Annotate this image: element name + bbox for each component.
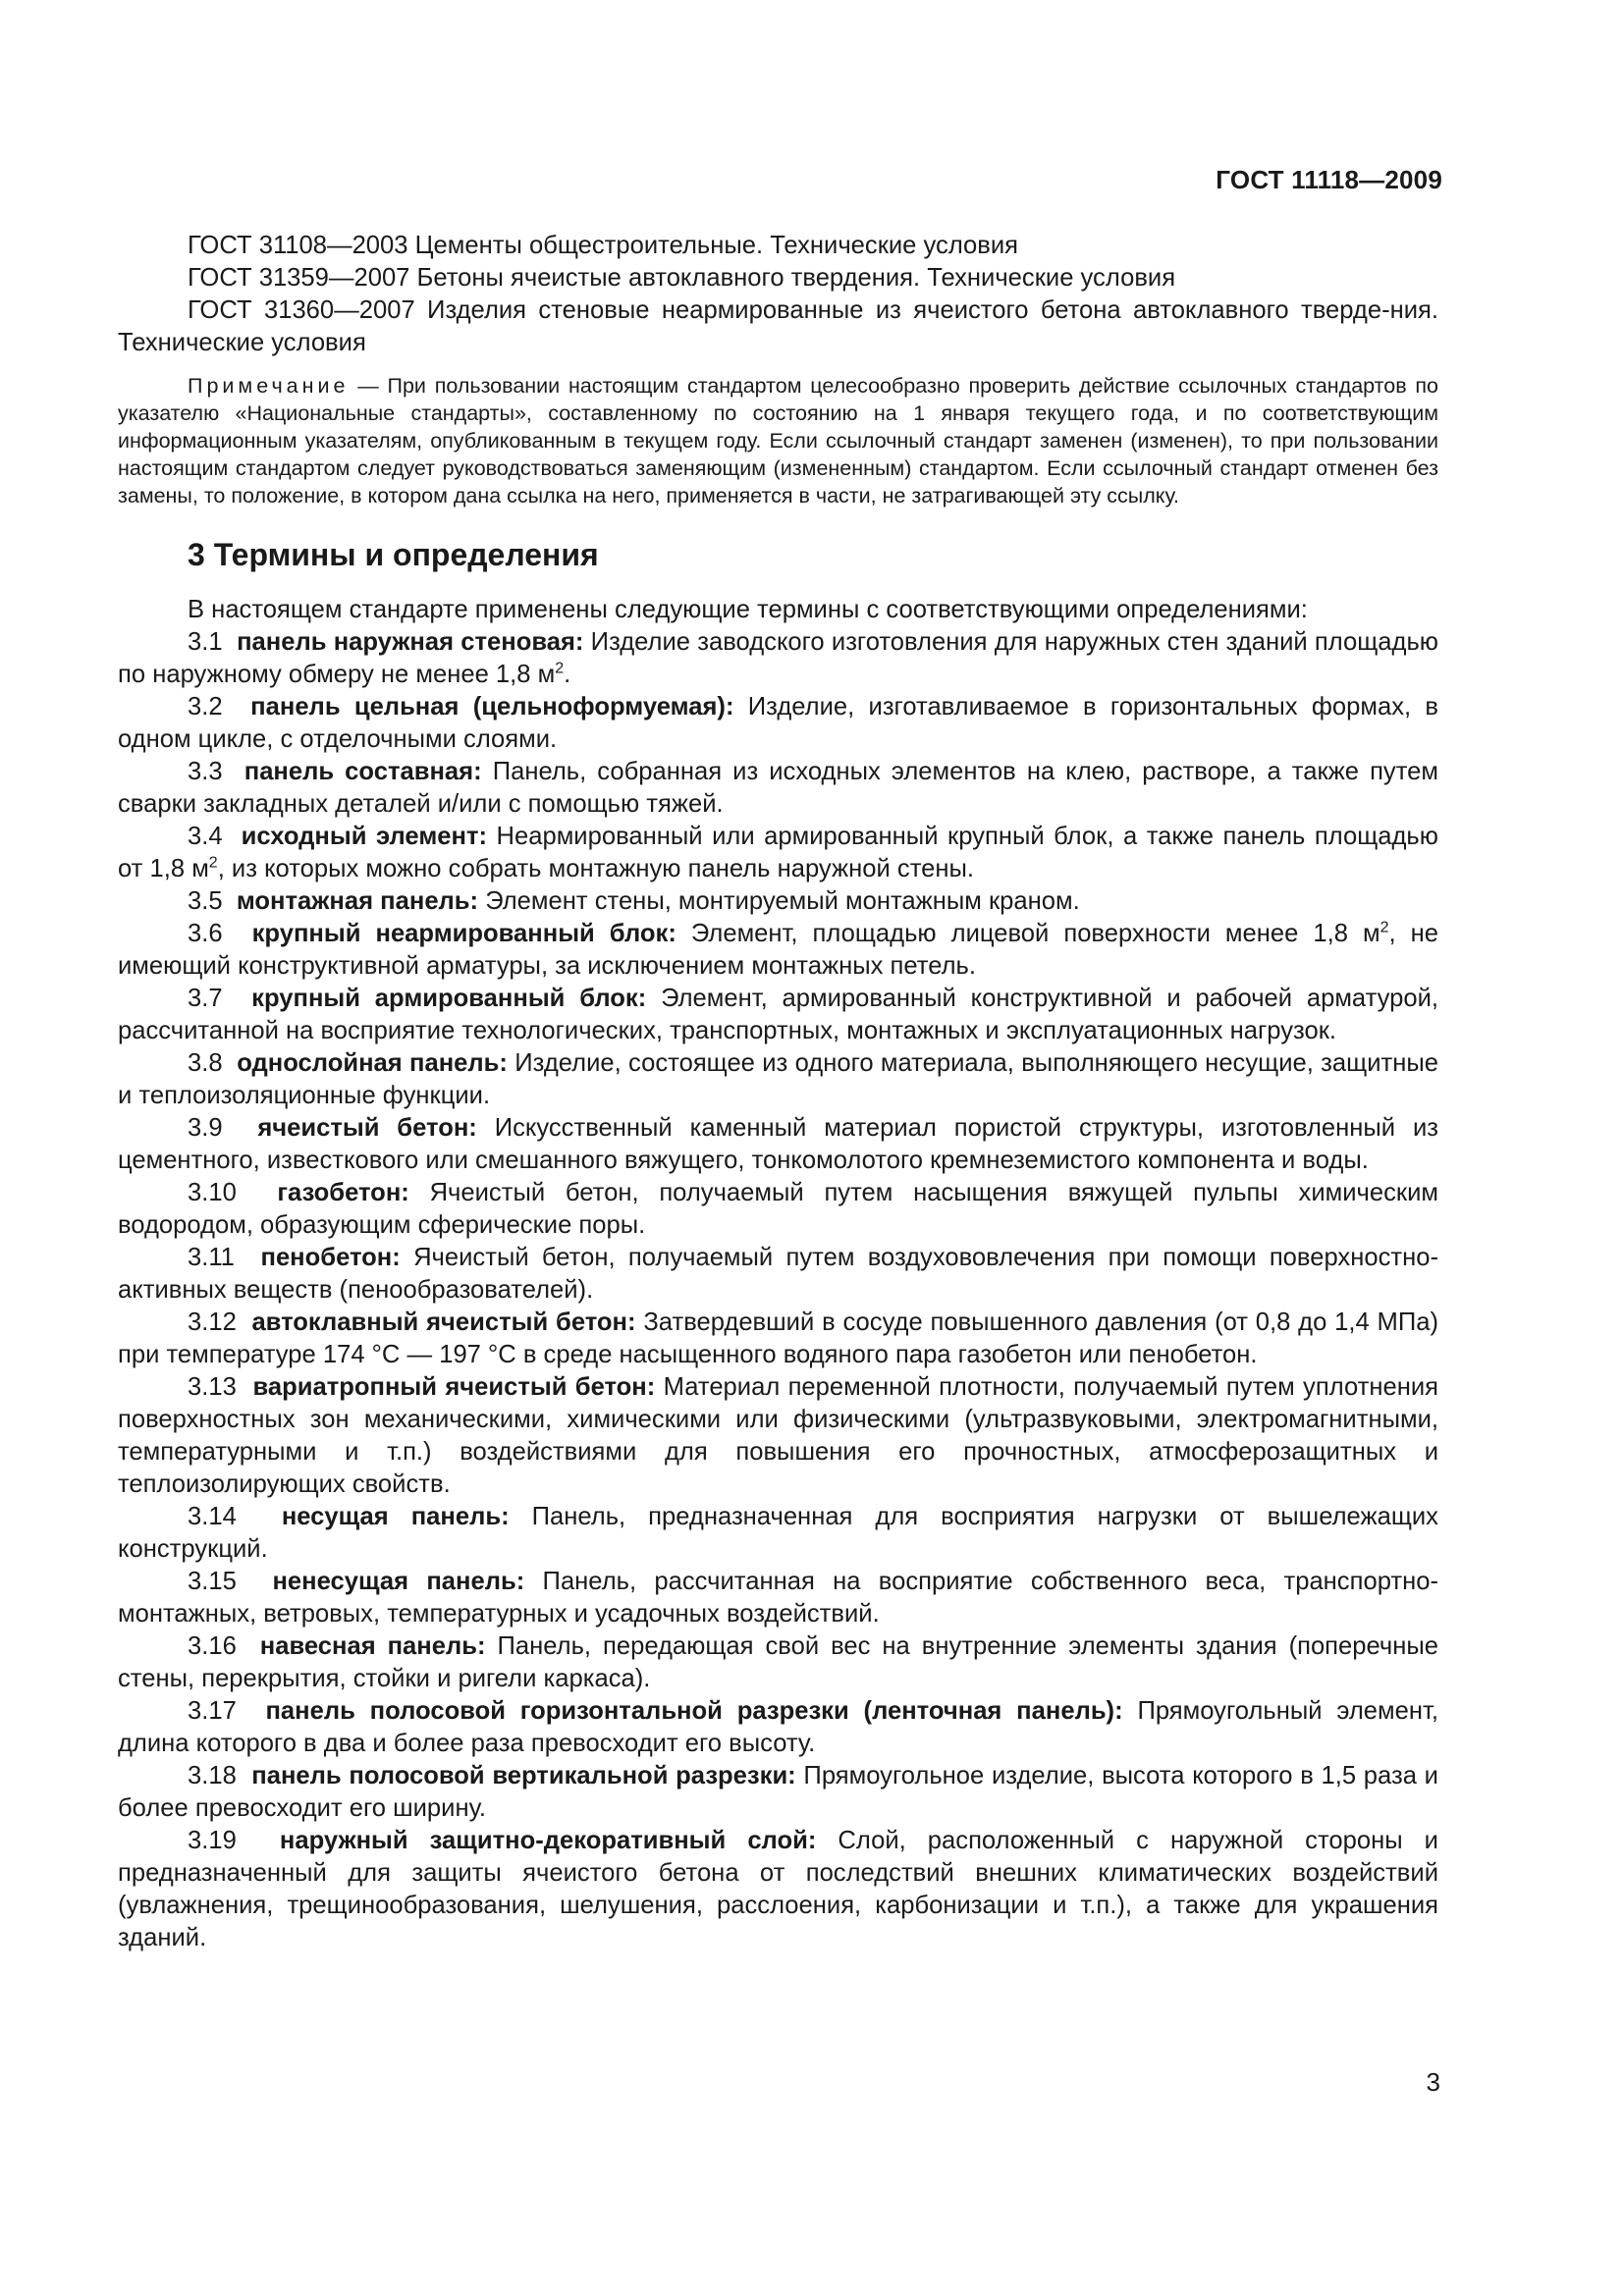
term-number: 3.3 <box>188 758 223 785</box>
term-definition <box>118 1307 1438 1371</box>
term-name: крупный армированный блок: <box>251 985 647 1012</box>
term-text-tail: . <box>564 661 571 688</box>
term-number: 3.9 <box>188 1114 223 1142</box>
section-intro: В настоящем стандарте применены следующие термины с соответствующими определениями: <box>188 596 1308 623</box>
term-text: Панель, собранная из исходных элементов на клею, растворе, а также путем сварки закладных деталей и/или с помощью тяжей. <box>118 758 1438 818</box>
reference-item: ГОСТ 31108—2003 Цементы общестроительные. Технические условия <box>188 232 1019 259</box>
note-label: Примечание <box>188 374 350 398</box>
term-text: Затвердевший в сосуде повышенного давления (от 0,8 до 1,4 МПа) при температуре 174 °C — 197 °C в среде насыщенного водяного пара газобетон или пенобетон. <box>118 1308 1438 1368</box>
term-definition <box>118 1177 1438 1242</box>
term-name: газобетон: <box>277 1179 409 1206</box>
term-number: 3.18 <box>188 1762 237 1789</box>
term-number: 3.15 <box>188 1568 237 1595</box>
term-name: вариатропный ячеистый бетон: <box>252 1373 656 1401</box>
term-superscript: 2 <box>1380 919 1389 936</box>
term-text: Панель, предназначенная для восприятия нагрузки от вышележащих конструкций. <box>118 1503 1438 1563</box>
term-text: Искусственный каменный материал пористой структуры, изготовленный из цементного, известкового или смешанного вяжущего, тонкомолотого кремнеземистого компонента и воды. <box>118 1114 1438 1174</box>
term-name: ячеистый бетон: <box>257 1114 477 1142</box>
term-text: Ячеистый бетон, получаемый путем воздухововлечения при помощи поверхностно-активных веществ (пенообразователей). <box>118 1244 1438 1304</box>
term-name: панель полосовой вертикальной разрезки: <box>251 1762 796 1789</box>
term-definition <box>118 1566 1438 1630</box>
term-definition <box>118 885 1438 918</box>
term-text: Панель, рассчитанная на восприятие собственного веса, транспортно-монтажных, ветровых, температурных и усадочных воздействий. <box>118 1568 1438 1628</box>
term-number: 3.16 <box>188 1632 237 1660</box>
term-name: панель цельная (цельноформуемая): <box>250 693 734 721</box>
note-paragraph <box>118 372 1438 509</box>
term-number: 3.7 <box>188 985 223 1012</box>
term-text: Элемент, площадью лицевой поверхности менее 1,8 м <box>690 920 1380 947</box>
term-name: ненесущая панель: <box>272 1568 525 1595</box>
document-header: ГОСТ 11118—2009 <box>1216 165 1442 194</box>
term-text: Элемент, армированный конструктивной и рабочей арматурой, рассчитанной на восприятие технологических, транспортных, монтажных и эксплуатационных нагрузок. <box>118 985 1438 1044</box>
term-number: 3.2 <box>188 693 223 721</box>
reference-item: ГОСТ 31360—2007 Изделия стеновые неармированные из ячеистого бетона автоклавного тверде-ния. Технические условия <box>118 296 1438 356</box>
page-number: 3 <box>1426 2067 1440 2097</box>
term-number: 3.13 <box>188 1373 237 1401</box>
term-text: Материал переменной плотности, получаемый путем уплотнения поверхностных зон механическими, химическими или физическими (ультразвуковыми, электромагнитными, температурными и т.п.) воздействиями для повышения его прочностных, атмосферозащитных и теплоизолирующих свойств. <box>118 1373 1438 1498</box>
term-name: пенобетон: <box>260 1244 401 1271</box>
note-text: — При пользовании настоящим стандартом целесообразно проверить действие ссылочных стандартов по указателю «Национальные стандарты», составленному по состоянию на 1 января текущего года, и по соответствующим информационным указателям, опубликованным в текущем году. Если ссылочный стандарт заменен (изменен), то при пользовании настоящим стандартом следует руководствоваться заменяющим (измененным) стандартом. Если ссылочный стандарт отменен без замены, то положение, в котором дана ссылка на него, применяется в части, не затрагивающей эту ссылку. <box>118 374 1438 507</box>
section-title: 3 Термины и определения <box>188 537 599 572</box>
term-number: 3.1 <box>188 628 223 656</box>
term-name: несущая панель: <box>281 1503 510 1530</box>
term-name: навесная панель: <box>259 1632 486 1660</box>
term-text: Изделие заводского изготовления для наружных стен зданий площадью по наружному обмеру не менее 1,8 м <box>118 628 1438 688</box>
term-name: наружный защитно-декоративный слой: <box>279 1827 817 1854</box>
term-name: исходный элемент: <box>241 823 487 850</box>
term-definition <box>118 983 1438 1047</box>
term-text: Прямоугольное изделие, высота которого в 1,5 раза и более превосходит его ширину. <box>118 1762 1438 1822</box>
term-definition <box>118 1825 1438 1954</box>
term-superscript: 2 <box>555 660 565 677</box>
term-text: Прямоугольный элемент, длина которого в два и более раза превосходит его высоту. <box>118 1697 1438 1757</box>
term-definition <box>118 821 1438 885</box>
term-superscript: 2 <box>208 854 218 872</box>
term-definition <box>118 1760 1438 1825</box>
term-text: Элемент стены, монтируемый монтажным краном. <box>485 887 1080 915</box>
term-number: 3.4 <box>188 823 223 850</box>
document-body <box>118 230 1438 1954</box>
term-text: Слой, расположенный с наружной стороны и предназначенный для защиты ячеистого бетона от последствий внешних климатических воздействий (увлажнения, трещинообразования, шелушения, расслоения, карбонизации и т.п.), а также для украшения зданий. <box>118 1827 1438 1951</box>
term-definition <box>118 1112 1438 1177</box>
term-number: 3.10 <box>188 1179 237 1206</box>
term-definition <box>118 1242 1438 1307</box>
term-number: 3.14 <box>188 1503 237 1530</box>
term-number: 3.5 <box>188 887 223 915</box>
term-text: Неармированный или армированный крупный блок, а также панель площадью от 1,8 м <box>118 823 1438 882</box>
term-definition <box>118 1047 1438 1112</box>
term-text: Панель, передающая свой вес на внутренние элементы здания (поперечные стены, перекрытия, стойки и ригели каркаса). <box>118 1632 1438 1692</box>
term-number: 3.11 <box>188 1244 235 1271</box>
term-name: панель наружная стеновая: <box>237 628 584 656</box>
term-text-tail: , из которых можно собрать монтажную панель наружной стены. <box>217 855 975 882</box>
term-number: 3.19 <box>188 1827 237 1854</box>
term-name: однослойная панель: <box>237 1049 508 1077</box>
term-definition <box>118 691 1438 756</box>
term-name: автоклавный ячеистый бетон: <box>251 1308 636 1336</box>
term-definition <box>118 918 1438 983</box>
term-name: панель полосовой горизонтальной разрезки (ленточная панель): <box>265 1697 1123 1725</box>
term-definition <box>118 1501 1438 1566</box>
term-name: крупный неармированный блок: <box>251 920 676 947</box>
term-definition <box>118 1371 1438 1501</box>
term-definition <box>118 626 1438 691</box>
term-number: 3.8 <box>188 1049 223 1077</box>
term-number: 3.6 <box>188 920 223 947</box>
term-number: 3.12 <box>188 1308 237 1336</box>
term-text-tail: , не имеющий конструктивной арматуры, за исключением монтажных петель. <box>118 920 1438 980</box>
reference-item: ГОСТ 31359—2007 Бетоны ячеистые автоклавного твердения. Технические условия <box>188 264 1176 292</box>
term-definition <box>118 1630 1438 1695</box>
term-name: панель составная: <box>243 758 482 785</box>
term-name: монтажная панель: <box>236 887 479 915</box>
term-text: Изделие, состоящее из одного материала, выполняющего несущие, защитные и теплоизоляционные функции. <box>118 1049 1438 1109</box>
term-text: Ячеистый бетон, получаемый путем насыщения вяжущей пульпы химическим водородом, образующим сферические поры. <box>118 1179 1438 1239</box>
terms-list <box>118 626 1438 1954</box>
term-definition <box>118 756 1438 821</box>
term-definition <box>118 1695 1438 1760</box>
term-number: 3.17 <box>188 1697 237 1725</box>
term-text: Изделие, изготавливаемое в горизонтальных формах, в одном цикле, с отделочными слоями. <box>118 693 1438 753</box>
